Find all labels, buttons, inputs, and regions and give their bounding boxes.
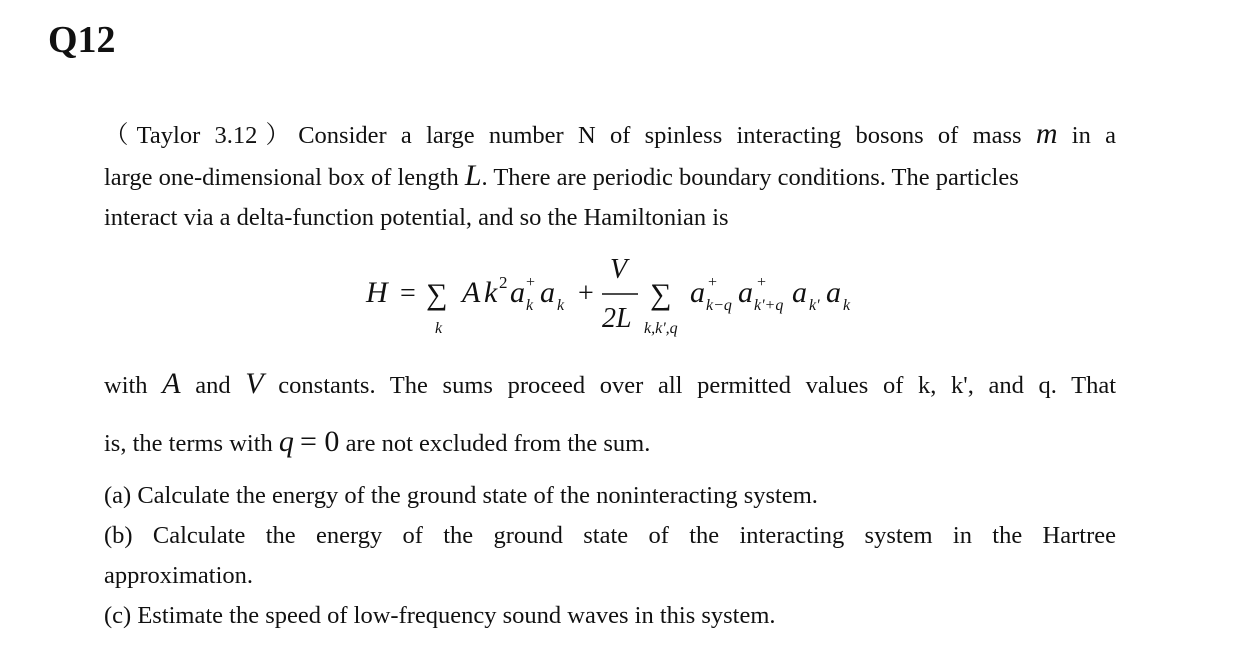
intro-line-2 (104, 156, 1116, 198)
eq-op2: a (738, 276, 753, 309)
question-title: Q12 (48, 19, 116, 61)
eq-term1-a2-sub: k (557, 297, 565, 314)
eq-frac-num: V (610, 254, 628, 285)
symbol-q: q (278, 425, 294, 458)
intro-text-2a: large one-dimensional box of length (104, 164, 459, 191)
intro-line-1 (104, 114, 1116, 156)
parts-list (104, 476, 1116, 636)
eq-frac-den: 2L (602, 303, 632, 334)
eq-term1-a1: a (510, 276, 525, 309)
eq-term1-a1-sup: + (526, 274, 536, 291)
eq-op4-sub: k (843, 297, 851, 314)
intro-paragraph (104, 114, 1116, 238)
eq-sum1: ∑ (426, 278, 448, 311)
eq-sum2-index: k,k',q (644, 320, 678, 337)
hamiltonian-equation (360, 250, 900, 346)
after-text-with: with (104, 372, 148, 399)
eq-term1-a1-sub: k (526, 297, 534, 314)
part-a: (a) Calculate the energy of the ground state of the noninteracting system. (104, 482, 818, 509)
eq-equals: = (400, 278, 416, 309)
eq-op2-sub: k'+q (754, 297, 784, 314)
part-b-line-2: approximation. (104, 562, 254, 589)
eq-op1: a (690, 276, 705, 309)
eq-lhs: H (366, 276, 388, 309)
symbol-V: V (245, 367, 264, 400)
eq-op2-sup: + (757, 274, 767, 291)
part-b-line-1: (b) Calculate the energy of the ground state of the interacting system in the Hartree (104, 522, 1116, 549)
eq-term1-exp: 2 (499, 273, 508, 292)
eq-plus: + (578, 278, 594, 309)
eq-sum1-index: k (435, 320, 443, 337)
equation-svg (360, 250, 900, 346)
intro-text-1a: （Taylor 3.12）Consider a large number N of spinless interacting bosons of mass (104, 122, 1022, 149)
eq-op1-sub: k−q (706, 297, 732, 314)
eq-op4: a (826, 276, 841, 309)
after-line-1 (104, 356, 1116, 414)
symbol-A: A (162, 367, 181, 400)
length-symbol: L (464, 159, 482, 192)
after-line-2 (104, 414, 1116, 472)
eq-op1-sup: + (708, 274, 718, 291)
eq-op3: a (792, 276, 807, 309)
equals-zero: = 0 (300, 425, 340, 458)
part-c: (c) Estimate the speed of low-frequency sound waves in this system. (104, 602, 776, 629)
intro-line-3: interact via a delta-function potential, and so the Hamiltonian is (104, 204, 729, 231)
eq-term1-coeff: A (462, 276, 481, 309)
after-text-2b: are not excluded from the sum. (345, 430, 651, 457)
intro-text-1b: in a (1071, 122, 1117, 149)
eq-op3-sub: k' (809, 297, 820, 314)
after-text-2a: is, the terms with (104, 430, 273, 457)
mass-symbol: m (1035, 117, 1058, 150)
after-text-1b: constants. The sums proceed over all permitted values of k, k', and q. That (278, 372, 1117, 399)
eq-term1-a2: a (540, 276, 555, 309)
after-text-and: and (195, 372, 231, 399)
eq-sum2: ∑ (650, 278, 672, 311)
eq-term1-k: k (484, 276, 498, 309)
intro-text-2b: . There are periodic boundary conditions. The particles (481, 164, 1019, 191)
after-equation-paragraph (104, 356, 1116, 472)
